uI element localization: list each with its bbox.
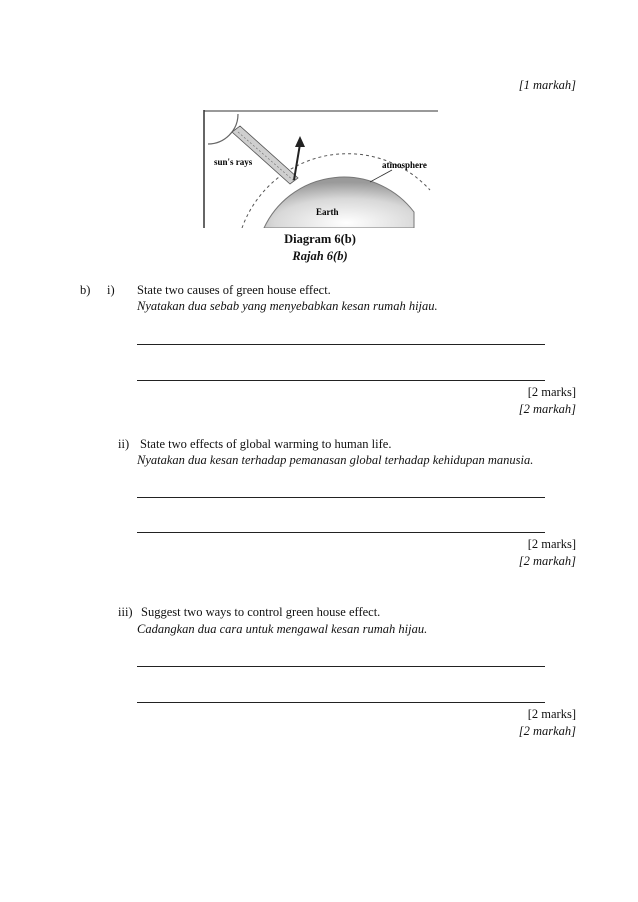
question-text-en: State two causes of green house effect.: [137, 283, 331, 297]
diagram-caption-en: Diagram 6(b): [284, 232, 356, 246]
sun-shape: [208, 114, 238, 144]
question-text-ms: Nyatakan dua sebab yang menyebabkan kesan rumah hijau.: [137, 299, 438, 313]
atmosphere-pointer: [370, 170, 392, 182]
question-text-en: State two effects of global warming to human life.: [140, 437, 392, 451]
greenhouse-diagram: [202, 110, 438, 228]
answer-line[interactable]: [137, 344, 545, 345]
question-text-ms: Nyatakan dua kesan terhadap pemanasan global terhadap kehidupan manusia.: [137, 453, 534, 467]
marks-ms: [2 markah]: [518, 724, 576, 738]
earth-shape: [264, 177, 414, 228]
answer-line[interactable]: [137, 497, 545, 498]
question-number: iii): [118, 605, 133, 619]
label-earth: Earth: [316, 207, 339, 217]
marks-en: [2 marks]: [527, 385, 576, 399]
suns-rays-beam: [232, 126, 298, 184]
answer-line[interactable]: [137, 380, 545, 381]
label-suns-rays: sun's rays: [214, 157, 253, 167]
label-atmosphere: atmosphere: [382, 160, 427, 170]
marks-ms: [2 markah]: [518, 554, 576, 568]
top-mark: [1 markah]: [518, 78, 576, 92]
answer-line[interactable]: [137, 702, 545, 703]
reflected-ray-arrow: [294, 136, 305, 180]
marks-ms: [2 markah]: [518, 402, 576, 416]
question-text-en: Suggest two ways to control green house effect.: [141, 605, 381, 619]
question-number: ii): [118, 437, 130, 451]
answer-line[interactable]: [137, 532, 545, 533]
marks-en: [2 marks]: [527, 707, 576, 721]
question-number: i): [107, 283, 115, 297]
greenhouse-diagram-figure: [202, 110, 438, 228]
answer-line[interactable]: [137, 666, 545, 667]
part-b-label: b): [80, 283, 91, 297]
diagram-caption-ms: Rajah 6(b): [292, 249, 348, 263]
marks-en: [2 marks]: [527, 537, 576, 551]
question-text-ms: Cadangkan dua cara untuk mengawal kesan rumah hijau.: [137, 622, 428, 636]
